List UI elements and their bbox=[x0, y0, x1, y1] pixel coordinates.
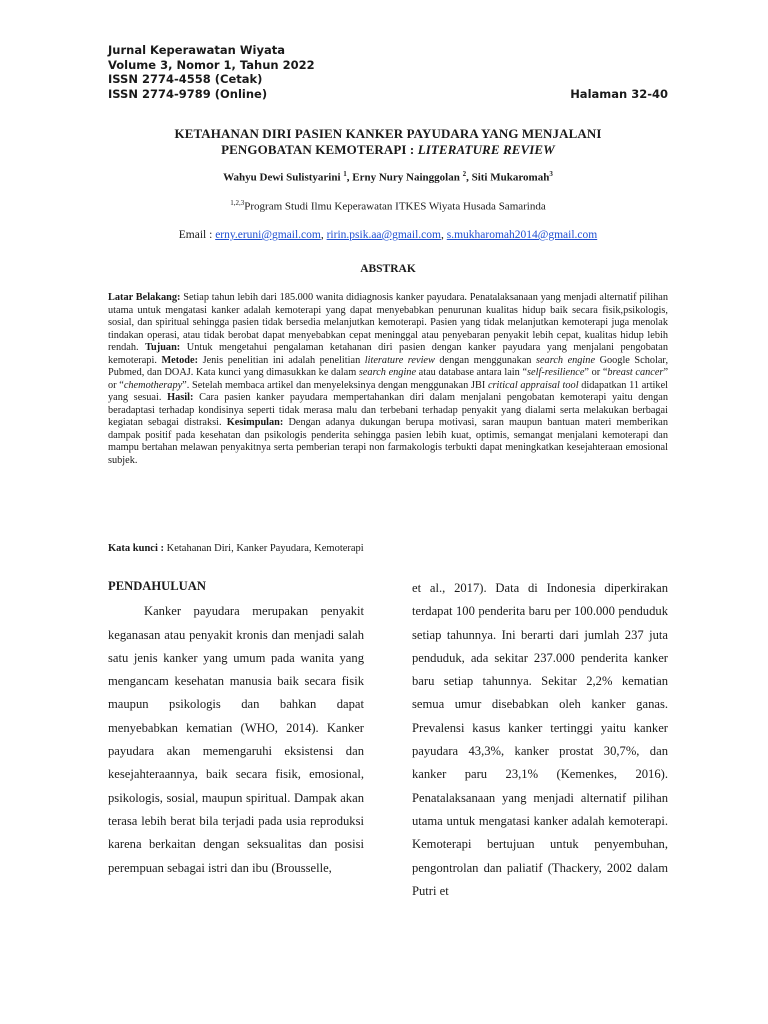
abstract-tujuan-text: Untuk mengetahui pengalaman ketahanan diri pasien dengan kanker payudara yang menjalani pengobatan kemoterapi. bbox=[108, 342, 668, 366]
abstract-metode-text-8: didapatkan 11 artikel yang sesuai. bbox=[108, 379, 668, 403]
author-3-sup: 3 bbox=[549, 170, 553, 178]
abstract-metode-label: Metode: bbox=[161, 354, 199, 366]
abstract-metode-text-7: ”. Setelah membaca artikel dan menyeleksinya dengan menggunakan JBI bbox=[182, 379, 488, 391]
email-link-3[interactable]: s.mukharomah2014@gmail.com bbox=[446, 229, 598, 241]
abstract-metode-italic-1: literature review bbox=[364, 354, 435, 366]
abstract-hasil-text: Cara pasien kanker payudara mempertahankan diri dalam menjalani pengobatan kemoterapi yaitu dengan beradaptasi terhadap kondisinya seperti tidak merasa malu dan terbebani terhadap penyakit yang dialami serta melakukan berbagai kegiatan sebagai distraksi. bbox=[108, 392, 668, 428]
journal-issn-online: ISSN 2774-9789 (Online) bbox=[108, 86, 268, 101]
affiliation-sup: 1,2,3 bbox=[230, 199, 245, 207]
section-heading-pendahuluan: PENDAHULUAN bbox=[108, 579, 206, 593]
abstract-latar-text: Setiap tahun lebih dari 185.000 wanita didiagnosis kanker payudara. Penatalaksanaan yang menjadi alternatif pilihan utama untuk mengatasi kanker adalah kemoterapi yang dapat menyebabkan penurunan kualitas hidup baik secara fisik,psikologis, sosial, dan spiritual sehingga pasien tidak bersedia melanjutkan kemoterapi. Pasien yang tidak melanjutkan kemoterapi juga menolak tindakan operasi, atau tidak berobat dapat menyebabkan cepat meninggal atau penyebaran penyakit lebih cepat, kualitas hidup lebih rendah. bbox=[108, 292, 668, 353]
author-3: Siti Mukaromah bbox=[471, 171, 550, 184]
abstract-heading: ABSTRAK bbox=[360, 263, 416, 275]
abstract-metode-text-6: ” or “ bbox=[108, 367, 669, 391]
abstract-metode-text-1: Jenis penelitian ini adalah penelitian bbox=[198, 354, 365, 366]
affiliation-text: Program Studi Ilmu Keperawatan ITKES Wiyata Husada Samarinda bbox=[244, 200, 546, 213]
body-paragraph-right: et al., 2017). Data di Indonesia diperkirakan terdapat 100 penderita baru per 100.000 penduduk setiap tahunnya. Ini berarti dari jumlah 237 juta penduduk, ada sekitar 237.000 penderita kanker baru setiap tahunnya. Sekitar 2,2% kematian semua umur disebabkan oleh kanker ganas. Prevalensi kasus kanker tertinggi yaitu kanker payudara 43,3%, kanker prostat 30,7%, dan kanker paru 23,1% (Kemenkes, 2016). Penatalaksanaan yang menjadi alternatif pilihan utama untuk mengatasi kanker adalah kemoterapi. Kemoterapi bertujuan untuk penyembuhan, pengontrolan dan paliatif (Thackery, 2002 dalam Putri et bbox=[412, 581, 668, 898]
article-title bbox=[108, 126, 668, 157]
email-link-1[interactable]: erny.eruni@gmail.com bbox=[215, 229, 321, 241]
body-column-right bbox=[412, 577, 668, 903]
keywords bbox=[108, 543, 668, 554]
author-list: Wahyu Dewi Sulistyarini $^1$, Erny Nury Nainggolan $^2$, Siti Mukaromah$^3$ bbox=[223, 170, 553, 184]
email-link-2[interactable]: ririn.psik.aa@gmail.com bbox=[326, 229, 441, 241]
title-line-2-prefix: PENGOBATAN KEMOTERAPI : bbox=[221, 141, 418, 157]
abstract-metode-text-3: Google Scholar, Pubmed, dan DOAJ. Kata kunci yang dimasukkan ke dalam bbox=[108, 354, 669, 378]
abstract-metode-italic-3: search engine bbox=[358, 367, 417, 378]
abstract-body bbox=[108, 292, 668, 467]
abstract-tujuan-label: Tujuan: bbox=[145, 342, 181, 353]
abstract-hasil-label: Hasil: bbox=[167, 392, 194, 403]
body-paragraph-left: Kanker payudara merupakan penyakit keganasan atau penyakit kronis dan menjadi salah satu jenis kanker yang umum pada wanita yang mengancam kesehatan manusia baik secara fisik maupun psikologis dan bahkan dapat menyebabkan kematian (WHO, 2014). Kanker payudara akan memengaruhi eksistensi dan kesejahteraannya, baik secara fisik, emosional, psikologis, sosial, maupun spiritual. Dampak akan terasa lebih berat bila terjadi pada usia reproduksi karena berkaitan dengan seksualitas dan posisi perempuan sebagai istri dan ibu (Brousselle, bbox=[108, 604, 364, 875]
affiliation bbox=[108, 199, 668, 213]
journal-issn-row bbox=[108, 87, 668, 102]
abstract-kesimpulan-label: Kesimpulan: bbox=[226, 417, 284, 428]
email-label: Email : bbox=[178, 229, 216, 241]
author-2-sup: 2 bbox=[462, 170, 467, 178]
abstract-metode-italic-6: chemotherapy bbox=[123, 379, 183, 391]
abstract-metode-italic-7: critical appraisal tool bbox=[487, 379, 579, 391]
journal-issn-print: ISSN 2774-4558 (Cetak) bbox=[108, 72, 263, 87]
abstract-kesimpulan-text: Dengan adanya dukungan berupa motivasi, saran maupun bantuan materi memberikan dampak positif pada kesehatan dan psikologis penderita sehingga pasien lebih kuat, optimis, semangat menjalani kemoterapi dan mampu bertahan melawan penyakitnya serta pemberian terapi non farmakologis terbukti dapat meningkatkan kesejahteraan emosional subjek. bbox=[108, 417, 668, 466]
author-2: Erny Nury Nainggolan bbox=[352, 171, 460, 184]
journal-pages: Halaman 32-40 bbox=[570, 86, 668, 101]
abstract-metode-italic-4: self-resilience bbox=[527, 367, 585, 378]
title-line-1: KETAHANAN DIRI PASIEN KANKER PAYUDARA YANG MENJALANI bbox=[174, 126, 602, 141]
title-line-2 bbox=[108, 142, 668, 158]
keywords-label: Kata kunci : bbox=[108, 543, 167, 554]
journal-name: Jurnal Keperawatan Wiyata bbox=[108, 43, 285, 57]
abstract-latar-label: Latar Belakang: bbox=[108, 292, 181, 303]
abstract-metode-italic-5: breast cancer bbox=[607, 367, 664, 378]
email-line: Email : erny.eruni@gmail.com, ririn.psik.aa@gmail.com, s.mukharomah2014@gmail.com bbox=[178, 229, 598, 241]
abstract-metode-italic-2: search engine bbox=[535, 354, 596, 366]
journal-header bbox=[108, 43, 668, 101]
journal-volume: Volume 3, Nomor 1, Tahun 2022 bbox=[108, 57, 315, 72]
body-column-left bbox=[108, 577, 364, 880]
author-1-sup: 1 bbox=[343, 170, 347, 178]
abstract-metode-text-5: ” or “ bbox=[584, 367, 608, 378]
keywords-text: Ketahanan Diri, Kanker Payudara, Kemoterapi bbox=[166, 543, 364, 554]
abstract-metode-text-2: dengan menggunakan bbox=[434, 354, 536, 366]
author-1: Wahyu Dewi Sulistyarini bbox=[223, 171, 341, 184]
abstract-metode-text-4: atau database antara lain “ bbox=[416, 367, 528, 378]
title-line-2-italic: LITERATURE REVIEW bbox=[417, 141, 555, 157]
